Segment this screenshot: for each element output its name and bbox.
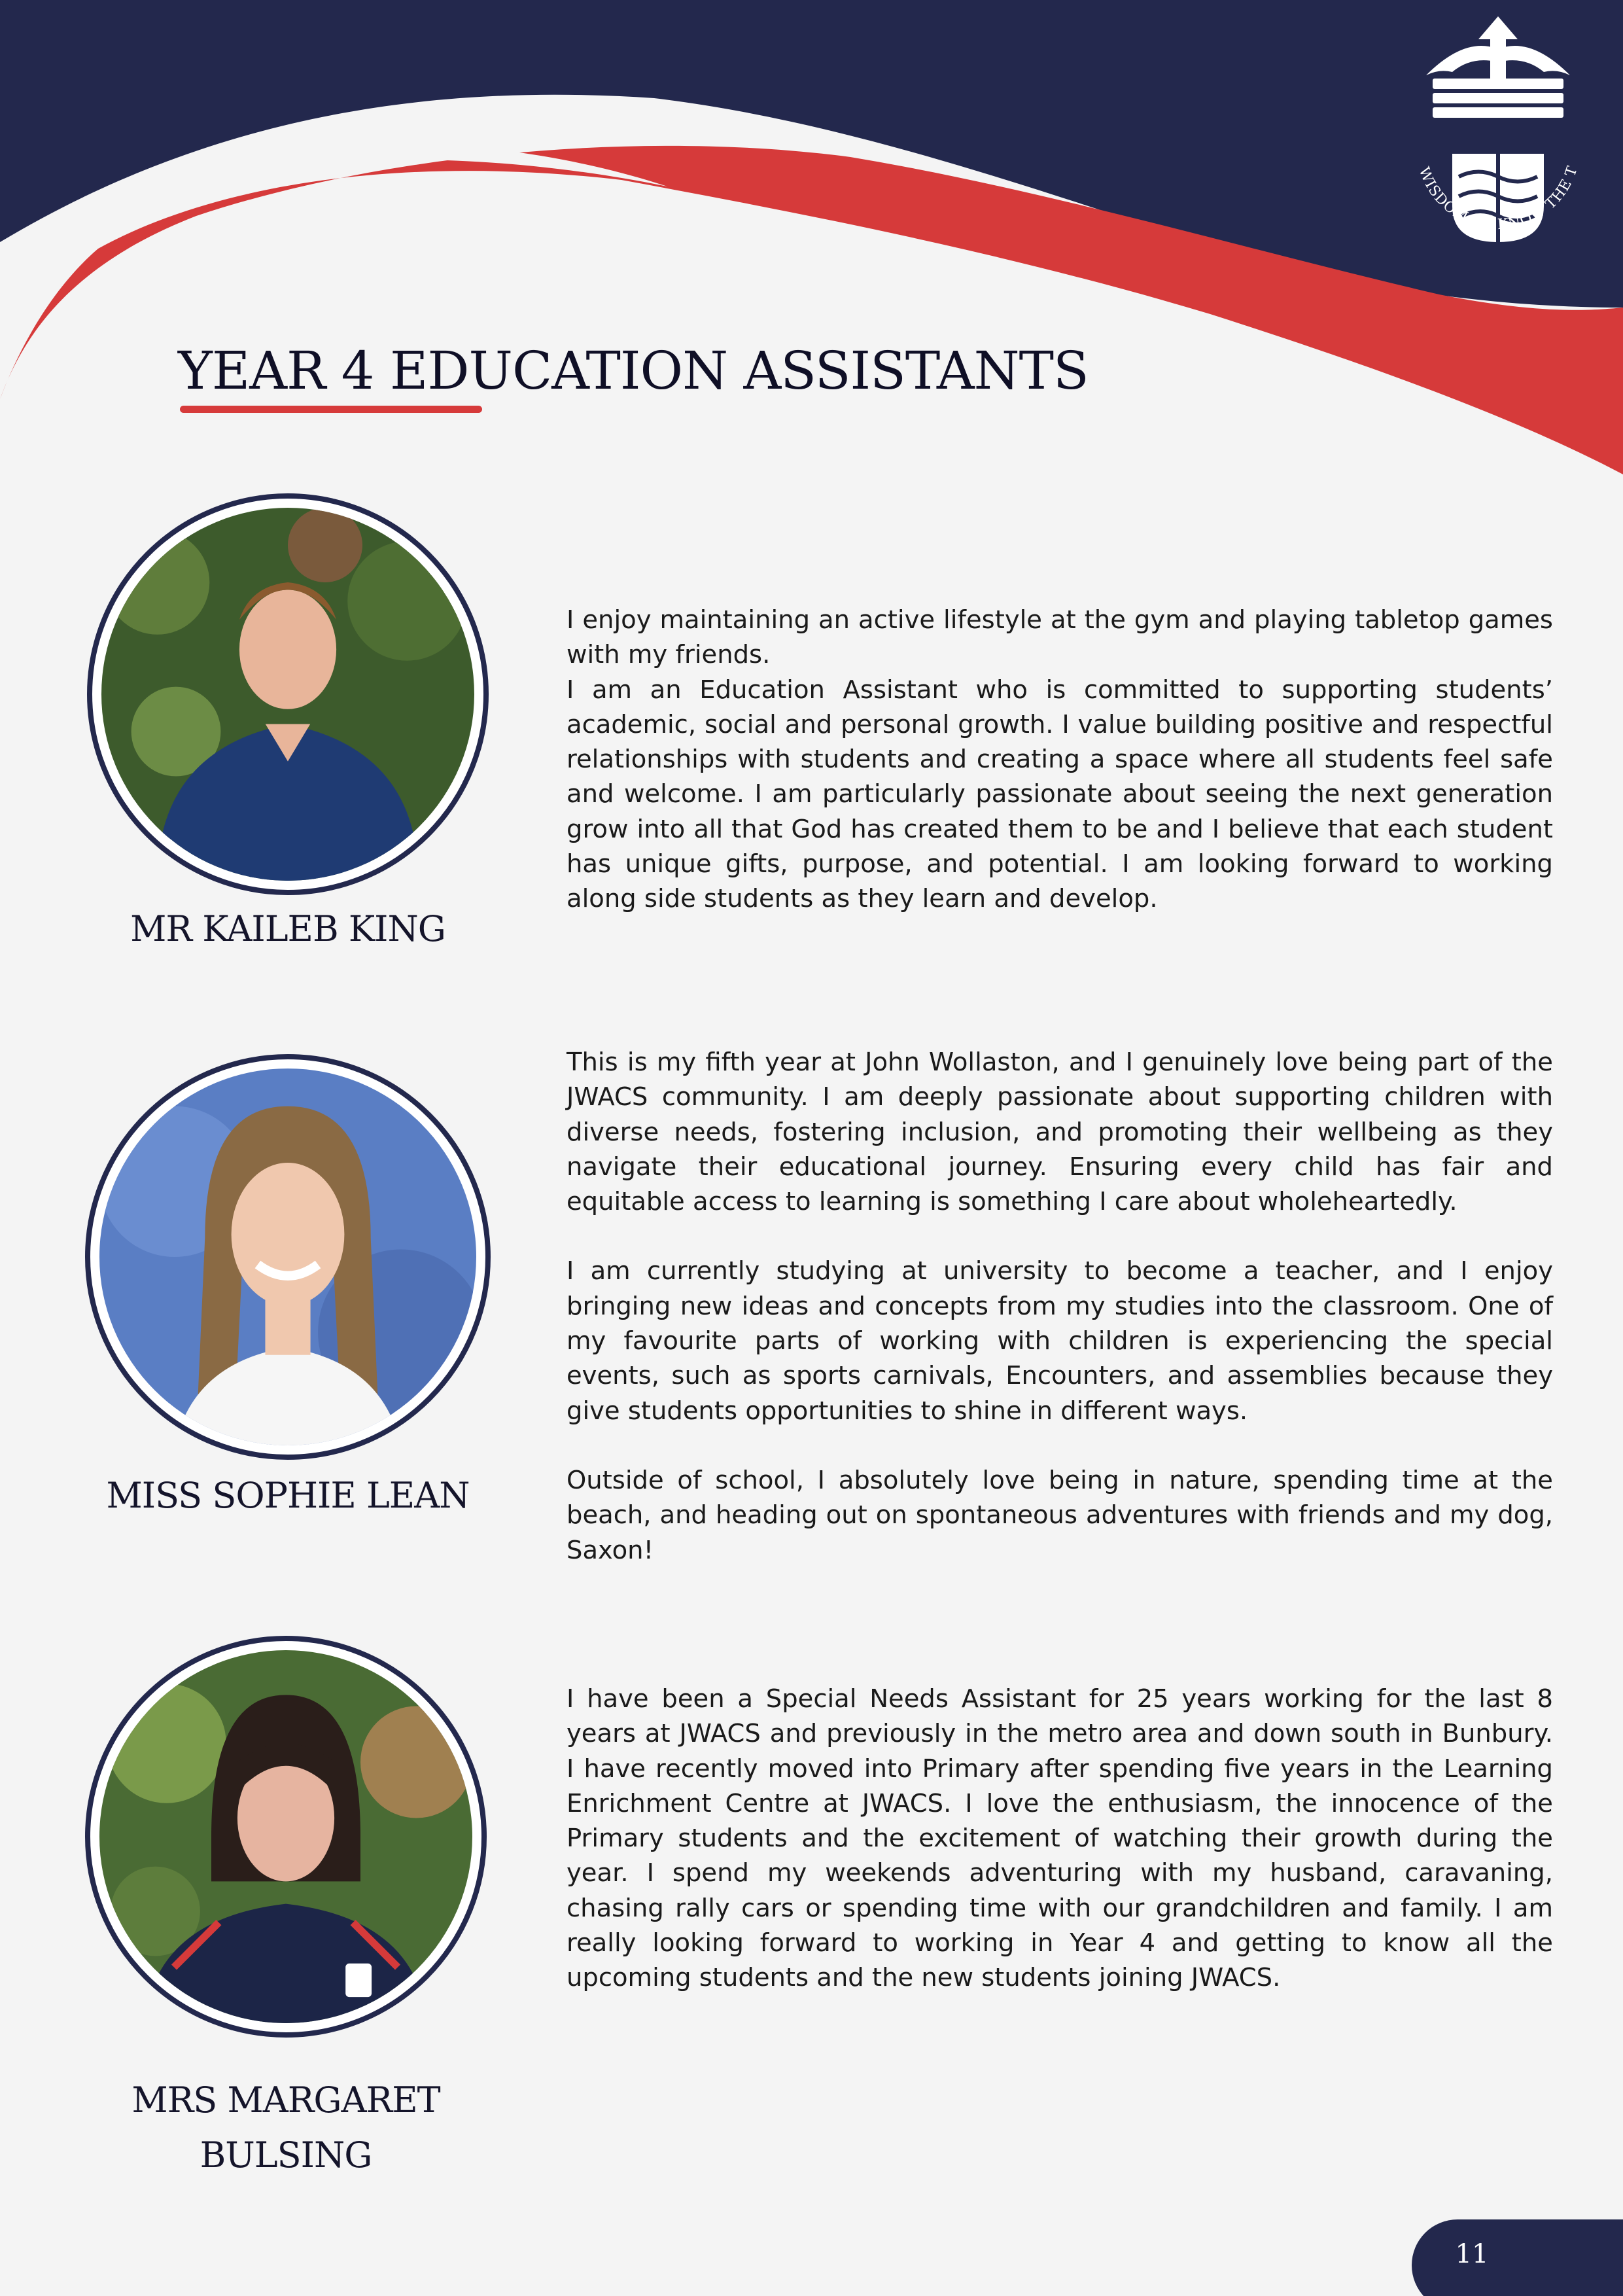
staff-name-kaileb-king: MR KAILEB KING xyxy=(130,908,445,949)
portrait-photo-margaret-bulsing xyxy=(85,1636,487,2038)
staff-bio-sophie-lean xyxy=(567,1045,1553,1568)
crest-motto: WISDOM TO KNOW THE T xyxy=(1415,164,1581,234)
staff-name-line: MRS MARGARET xyxy=(131,2079,440,2121)
page-title-block xyxy=(178,340,1089,401)
staff-name-line: BULSING xyxy=(200,2134,372,2176)
bio-paragraph: I have been a Special Needs Assistant for 25 years working for the last 8 years at JWACS and previously in the metro area and down south in Bunbury. I have recently moved into Primary after spending five years in the Learning Enrichment Centre at JWACS. I love the enthusiasm, the innocence of the Primary students and the excitement of watching their growth during the year. I spend my weekends adventuring with my husband, caravaning, chasing rally cars or spending time with our grandchildren and family. I am really looking forward to working in Year 4 and getting to know all the upcoming students and the new students joining JWACS. xyxy=(567,1684,1553,1993)
staff-name-margaret-bulsing xyxy=(85,2073,487,2183)
bio-paragraph: Outside of school, I absolutely love being in nature, spending time at the beach, and heading out on spontaneous adventures with friends and my dog, Saxon! xyxy=(567,1465,1553,1565)
school-crest-logo xyxy=(1400,13,1596,262)
bio-paragraph: I am an Education Assistant who is committed to supporting students’ academic, social and personal growth. I value building positive and respectful relationships with students and creating a space where all students feel safe and welcome. I am particularly passionate about seeing the next generation grow into all that God has created them to be and I believe that each student has unique gifts, purpose, and potential. I am looking forward to working along side students as they learn and develop. xyxy=(567,675,1553,914)
portrait-photo-kaileb-king xyxy=(87,493,489,895)
bio-paragraph: I am currently studying at university to become a teacher, and I enjoy bringing new ideas and concepts from my studies into the classroom. One of my favourite parts of working with children is experiencing the special events, such as sports carnivals, Encounters, and assemblies because they give students opportunities to shine in different ways. xyxy=(567,1256,1553,1426)
staff-bio-kaileb-king xyxy=(567,603,1553,917)
title-underline xyxy=(180,406,482,413)
portrait-photo-sophie-lean xyxy=(85,1054,491,1460)
page-title: YEAR 4 EDUCATION ASSISTANTS xyxy=(178,340,1089,401)
page-number-tab xyxy=(1412,2219,1623,2296)
staff-bio-margaret-bulsing xyxy=(567,1682,1553,1996)
portrait-photo xyxy=(99,1069,476,1445)
page-number: 11 xyxy=(1455,2239,1489,2269)
bio-paragraph: This is my fifth year at John Wollaston, and I genuinely love being part of the JWACS community. I am deeply passionate about supporting children with diverse needs, fostering inclusion, and promoting their wellbeing as they navigate their educational journey. Ensuring every child has fair and equitable access to learning is something I care about wholeheartedly. xyxy=(567,1048,1553,1217)
portrait-photo xyxy=(99,1650,472,2023)
staff-name-sophie-lean: MISS SOPHIE LEAN xyxy=(106,1475,470,1516)
portrait-photo xyxy=(101,508,474,881)
bio-paragraph: I enjoy maintaining an active lifestyle at the gym and playing tabletop games with my friends. xyxy=(567,605,1553,670)
